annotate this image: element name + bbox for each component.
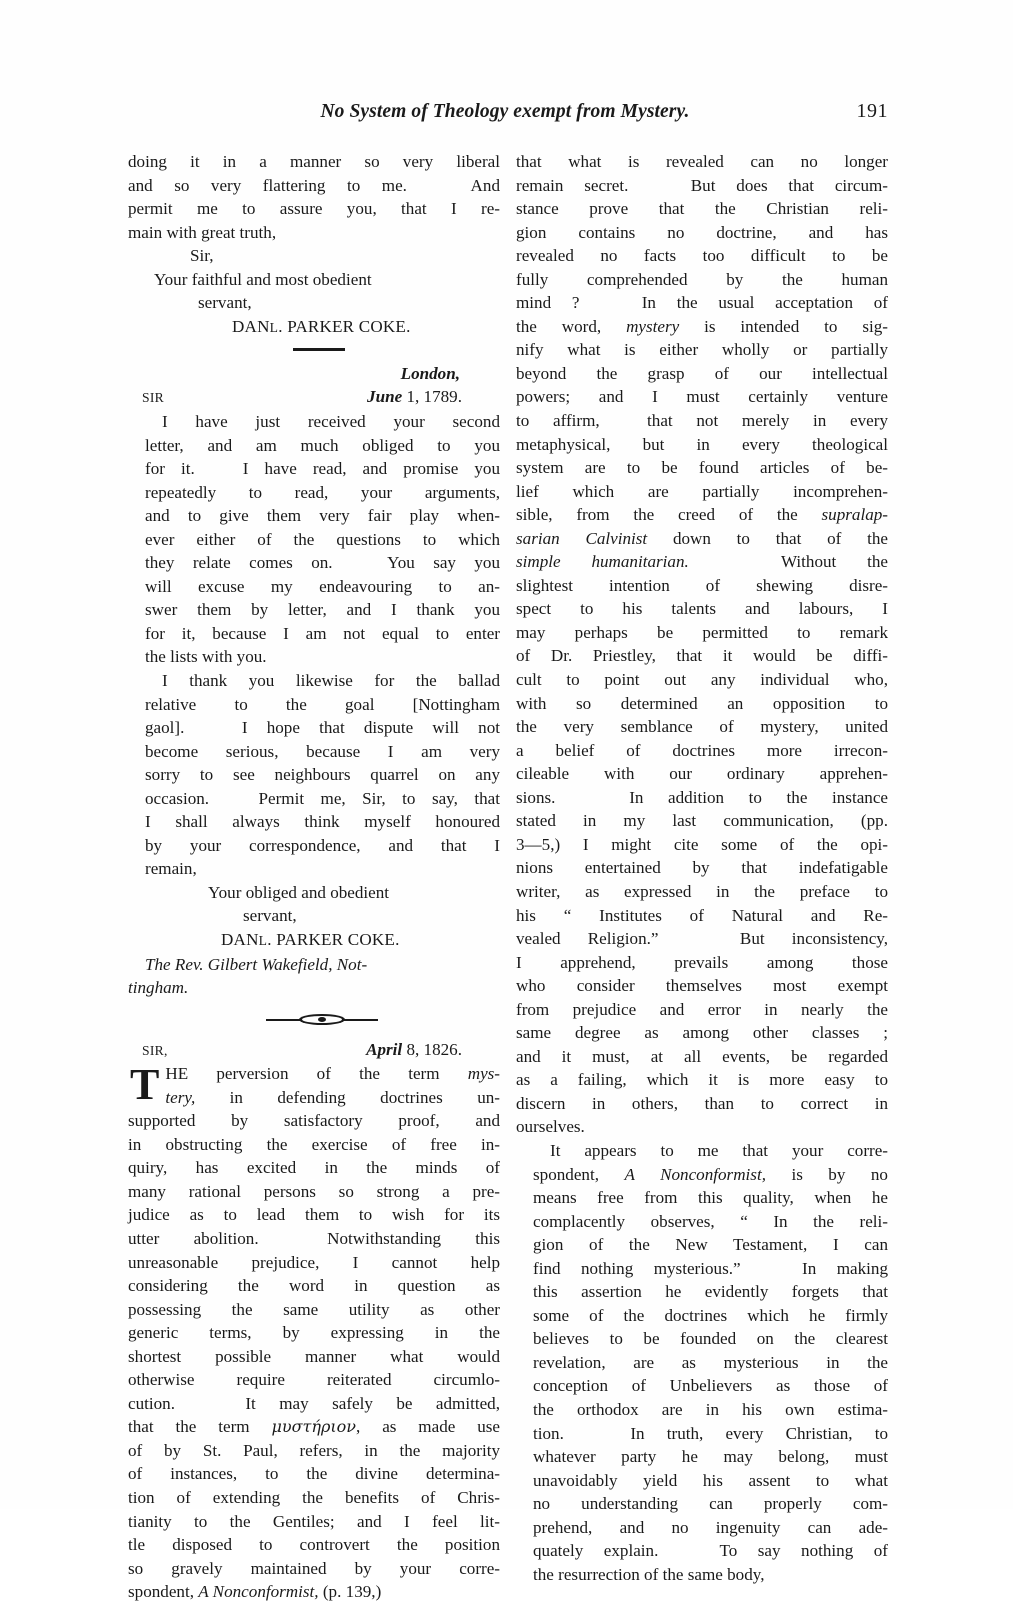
text-line: they relate comes on. You say you bbox=[145, 553, 500, 573]
signature bbox=[128, 315, 500, 340]
text-line: that what is revealed can no longer bbox=[516, 152, 888, 171]
text-line: cileable with our ordinary apprehen- bbox=[516, 764, 888, 784]
text-run: (p. 139,) bbox=[318, 1582, 382, 1602]
text-line: fully comprehended by the human bbox=[516, 269, 888, 289]
letter3-date-row bbox=[128, 1038, 500, 1063]
text-line: the orthodox are in his own estima- bbox=[533, 1399, 888, 1419]
text-run: , as made use bbox=[356, 1417, 500, 1437]
italic-term: mys- bbox=[467, 1064, 500, 1084]
dateline-month: April bbox=[366, 1039, 403, 1059]
text-line: gion of the New Testament, I can bbox=[533, 1235, 888, 1255]
letter2-paragraph-2 bbox=[128, 669, 500, 881]
letter1-closing bbox=[128, 244, 500, 339]
text-line: and to give them very fair play when- bbox=[145, 506, 500, 526]
signature bbox=[128, 928, 500, 953]
text-line: supported by satisfactory proof, and bbox=[128, 1111, 500, 1131]
text-line: spect to his talents and labours, I bbox=[516, 599, 888, 619]
ornament-rule-icon bbox=[266, 1014, 378, 1026]
dateline-month: June bbox=[367, 387, 403, 407]
text-line: and it must, at all events, be regarded bbox=[516, 1046, 888, 1066]
letter2-city-line bbox=[128, 362, 500, 386]
text-line: for it, because I am not equal to enter bbox=[145, 623, 500, 643]
text-line: a belief of doctrines more irrecon- bbox=[516, 740, 888, 760]
text-line: shortest possible manner what would bbox=[128, 1346, 500, 1366]
text-line: unreasonable prejudice, I cannot help bbox=[128, 1252, 500, 1272]
signature-smallcap: L bbox=[258, 933, 268, 948]
page-number: 191 bbox=[856, 100, 888, 122]
text-line: vealed Religion.” But inconsistency, bbox=[516, 929, 888, 949]
text-line: slightest intention of shewing disre- bbox=[516, 575, 888, 595]
text-line: who consider themselves most exempt bbox=[516, 976, 888, 996]
text-line: with so determined an opposition to bbox=[516, 693, 888, 713]
text-line bbox=[128, 1086, 500, 1110]
text-line: 3—5,) I might cite some of the opi- bbox=[516, 834, 888, 854]
text-line: remain secret. But does that circum- bbox=[516, 175, 888, 195]
salutation: SIR, bbox=[142, 1042, 168, 1058]
text-line: relative to the goal [Nottingham bbox=[145, 694, 500, 714]
text-line: means free from this quality, when he bbox=[533, 1188, 888, 1208]
text-line bbox=[516, 1163, 888, 1187]
text-line: I have just received your second bbox=[162, 411, 500, 431]
text-run: the word, bbox=[516, 316, 627, 336]
text-line: I thank you likewise for the ballad bbox=[162, 670, 500, 690]
text-line: sions. In addition to the instance bbox=[516, 787, 888, 807]
section-rule bbox=[293, 348, 345, 351]
signature-smallcap: L bbox=[269, 319, 279, 335]
italic-term: A Nonconformist, bbox=[198, 1582, 319, 1602]
text-line: many rational persons so strong a pre- bbox=[128, 1181, 500, 1201]
text-line: judice as to lead them to wish for its bbox=[128, 1205, 500, 1225]
text-line: tle disposed to controvert the position bbox=[128, 1535, 500, 1555]
text-line: possessing the same utility as other bbox=[128, 1299, 500, 1319]
text-line: It appears to me that your corre- bbox=[550, 1140, 888, 1160]
text-line: writer, as expressed in the preface to bbox=[516, 881, 888, 901]
text-line: tion. In truth, every Christian, to bbox=[533, 1423, 888, 1443]
text-line: as a failing, which it is more easy to bbox=[516, 1070, 888, 1090]
text-line: by your correspondence, and that I bbox=[145, 835, 500, 855]
text-line: the lists with you. bbox=[145, 647, 267, 667]
text-line: powers; and I must certainly venture bbox=[516, 387, 888, 407]
running-head bbox=[128, 100, 888, 130]
text-line: become serious, because I am very bbox=[145, 741, 500, 761]
text-line: ourselves. bbox=[516, 1117, 585, 1137]
drop-cap: T bbox=[130, 1060, 160, 1110]
body-columns bbox=[128, 150, 888, 1604]
text-line: stated in my last communication, (pp. bbox=[516, 811, 888, 831]
text-line: prehend, and no ingenuity can ade- bbox=[533, 1517, 888, 1537]
addressee-line: The Rev. Gilbert Wakefield, Not- bbox=[145, 954, 368, 974]
text-line: occasion. Permit me, Sir, to say, that bbox=[145, 788, 500, 808]
text-line: beyond the grasp of our intellectual bbox=[516, 363, 888, 383]
text-line: his “ Institutes of Natural and Re- bbox=[516, 905, 888, 925]
text-run: sible, from the creed of the bbox=[516, 505, 822, 525]
text-line: lief which are partially incomprehen- bbox=[516, 481, 888, 501]
text-line: I shall always think myself honoured bbox=[145, 812, 500, 832]
text-line: of Dr. Priestley, that it would be diffi- bbox=[516, 646, 888, 666]
right-paragraph-1 bbox=[516, 150, 888, 1139]
text-line: this assertion he evidently forgets that bbox=[533, 1282, 888, 1302]
dateline-day-year: 1, 1789. bbox=[402, 387, 462, 407]
letter3-paragraph bbox=[128, 1062, 500, 1604]
text-line: metaphysical, but in every theological bbox=[516, 434, 888, 454]
text-line: main with great truth, bbox=[128, 222, 277, 242]
text-line: repeatedly to read, your arguments, bbox=[145, 482, 500, 502]
text-line: nions entertained by that indefatigable bbox=[516, 858, 888, 878]
text-run: down to that of the bbox=[647, 528, 888, 548]
text-line: some of the doctrines which he firmly bbox=[533, 1305, 888, 1325]
text-line bbox=[128, 1580, 500, 1604]
text-line bbox=[516, 503, 888, 527]
text-line: tianity to the Gentiles; and I feel lit- bbox=[128, 1511, 500, 1531]
letter2-closing bbox=[128, 881, 500, 1000]
text-line: mind ? In the usual acceptation of bbox=[516, 293, 888, 313]
text-line: I apprehend, prevails among those bbox=[516, 952, 888, 972]
text-line: of by St. Paul, refers, in the majority bbox=[128, 1440, 500, 1460]
text-line: will excuse my endeavouring to an- bbox=[145, 576, 500, 596]
text-line: letter, and am much obliged to you bbox=[145, 435, 500, 455]
italic-term: tery, bbox=[165, 1087, 196, 1107]
signature-prefix: DAN bbox=[232, 316, 270, 336]
text-line: quiry, has excited in the minds of bbox=[128, 1158, 500, 1178]
text-line: utter abolition. Notwithstanding this bbox=[128, 1229, 500, 1249]
text-line: sorry to see neighbours quarrel on any bbox=[145, 765, 500, 785]
closing-line: Your faithful and most obedient bbox=[154, 269, 372, 289]
text-line: quately explain. To say nothing of bbox=[533, 1541, 888, 1561]
text-line: believes to be founded on the clearest bbox=[533, 1329, 888, 1349]
italic-term: sarian Calvinist bbox=[516, 528, 648, 548]
text-line bbox=[516, 550, 888, 574]
text-run: Without the bbox=[688, 552, 888, 572]
text-line: so gravely maintained by your corre- bbox=[128, 1558, 500, 1578]
signature-rest: . PARKER COKE. bbox=[278, 316, 411, 336]
text-line: no understanding can properly com- bbox=[533, 1494, 888, 1514]
text-line: unavoidably yield his assent to what bbox=[533, 1470, 888, 1490]
text-run: HE perversion of the term bbox=[165, 1064, 468, 1084]
text-run: that the term bbox=[128, 1417, 272, 1437]
text-line bbox=[516, 527, 888, 551]
page-title: No System of Theology exempt from Mystery. bbox=[320, 101, 690, 122]
text-line: from prejudice and error in nearly the bbox=[516, 999, 888, 1019]
text-line: the resurrection of the same body, bbox=[533, 1564, 765, 1584]
text-line: whatever party he may belong, must bbox=[533, 1447, 888, 1467]
closing-line: Your obliged and obedient bbox=[208, 882, 390, 902]
text-line: stance prove that the Christian reli- bbox=[516, 199, 888, 219]
greek-term: μυστήριον bbox=[271, 1417, 357, 1437]
text-run: spondent, bbox=[533, 1164, 625, 1184]
letter1-body bbox=[128, 150, 500, 244]
text-line: find nothing mysterious.” In making bbox=[533, 1258, 888, 1278]
text-line: in obstructing the exercise of free in- bbox=[128, 1134, 500, 1154]
text-line: swer them by letter, and I thank you bbox=[145, 600, 500, 620]
italic-term: mystery bbox=[626, 316, 680, 336]
text-line: permit me to assure you, that I re- bbox=[128, 199, 500, 219]
letter2-paragraph-1 bbox=[128, 410, 500, 669]
text-line: of instances, to the divine determina- bbox=[128, 1464, 500, 1484]
text-line: tion of extending the benefits of Chris- bbox=[128, 1488, 500, 1508]
text-line: conception of Unbelievers as those of bbox=[533, 1376, 888, 1396]
text-line: cult to point out any individual who, bbox=[516, 670, 888, 690]
text-line: otherwise require reiterated circumlo- bbox=[128, 1370, 500, 1390]
text-line: revealed no facts too difficult to be bbox=[516, 246, 888, 266]
signature-prefix: DAN bbox=[221, 930, 259, 949]
right-column bbox=[516, 150, 888, 1604]
text-line-greek bbox=[128, 1415, 500, 1439]
text-line: doing it in a manner so very liberal bbox=[128, 152, 500, 171]
addressee-line: tingham. bbox=[128, 978, 189, 998]
letter2-date-row bbox=[128, 385, 500, 410]
text-line: discern in others, than to correct in bbox=[516, 1093, 888, 1113]
dateline-date bbox=[292, 1038, 500, 1062]
closing-servant: servant, bbox=[243, 906, 297, 926]
left-column bbox=[128, 150, 500, 1604]
text-line: may perhaps be permitted to remark bbox=[516, 622, 888, 642]
text-line: remain, bbox=[145, 859, 197, 879]
text-line: revelation, are as mysterious in the bbox=[533, 1352, 888, 1372]
dateline-date bbox=[292, 385, 500, 409]
text-line: nify what is either wholly or partially bbox=[516, 340, 888, 360]
closing-servant: servant, bbox=[198, 293, 252, 313]
text-line bbox=[128, 1062, 500, 1086]
text-run: in defending doctrines un- bbox=[195, 1087, 500, 1107]
salutation: SIR bbox=[142, 390, 165, 406]
text-line: for it. I have read, and promise you bbox=[145, 459, 500, 479]
text-line: considering the word in question as bbox=[128, 1276, 500, 1296]
text-line: cution. It may safely be admitted, bbox=[128, 1393, 500, 1413]
italic-term: A Nonconformist, bbox=[624, 1164, 766, 1184]
italic-term: supralap- bbox=[821, 505, 888, 525]
text-line: and so very flattering to me. And bbox=[128, 175, 500, 195]
text-line: ever either of the questions to which bbox=[145, 529, 500, 549]
italic-term: simple humanitarian. bbox=[516, 552, 689, 572]
closing-salutation: Sir, bbox=[190, 246, 214, 266]
text-line: the very semblance of mystery, united bbox=[516, 717, 888, 737]
dateline-city: London, bbox=[400, 363, 460, 383]
text-line bbox=[516, 315, 888, 339]
text-line: to affirm, that not merely in every bbox=[516, 411, 888, 431]
text-line: system are to be found articles of be- bbox=[516, 458, 888, 478]
text-line: complacently observes, “ In the reli- bbox=[533, 1211, 888, 1231]
text-line: same degree as among other classes ; bbox=[516, 1023, 888, 1043]
text-line: gaol]. I hope that dispute will not bbox=[145, 718, 500, 738]
dateline-day-year: 8, 1826. bbox=[402, 1039, 462, 1059]
text-run: is intended to sig- bbox=[679, 316, 889, 336]
text-line: generic terms, by expressing in the bbox=[128, 1323, 500, 1343]
text-run: spondent, bbox=[128, 1582, 199, 1602]
right-paragraph-2 bbox=[516, 1139, 888, 1586]
text-line: gion contains no doctrine, and has bbox=[516, 222, 888, 242]
signature-rest: . PARKER COKE. bbox=[267, 930, 400, 949]
text-run: is by no bbox=[765, 1164, 888, 1184]
